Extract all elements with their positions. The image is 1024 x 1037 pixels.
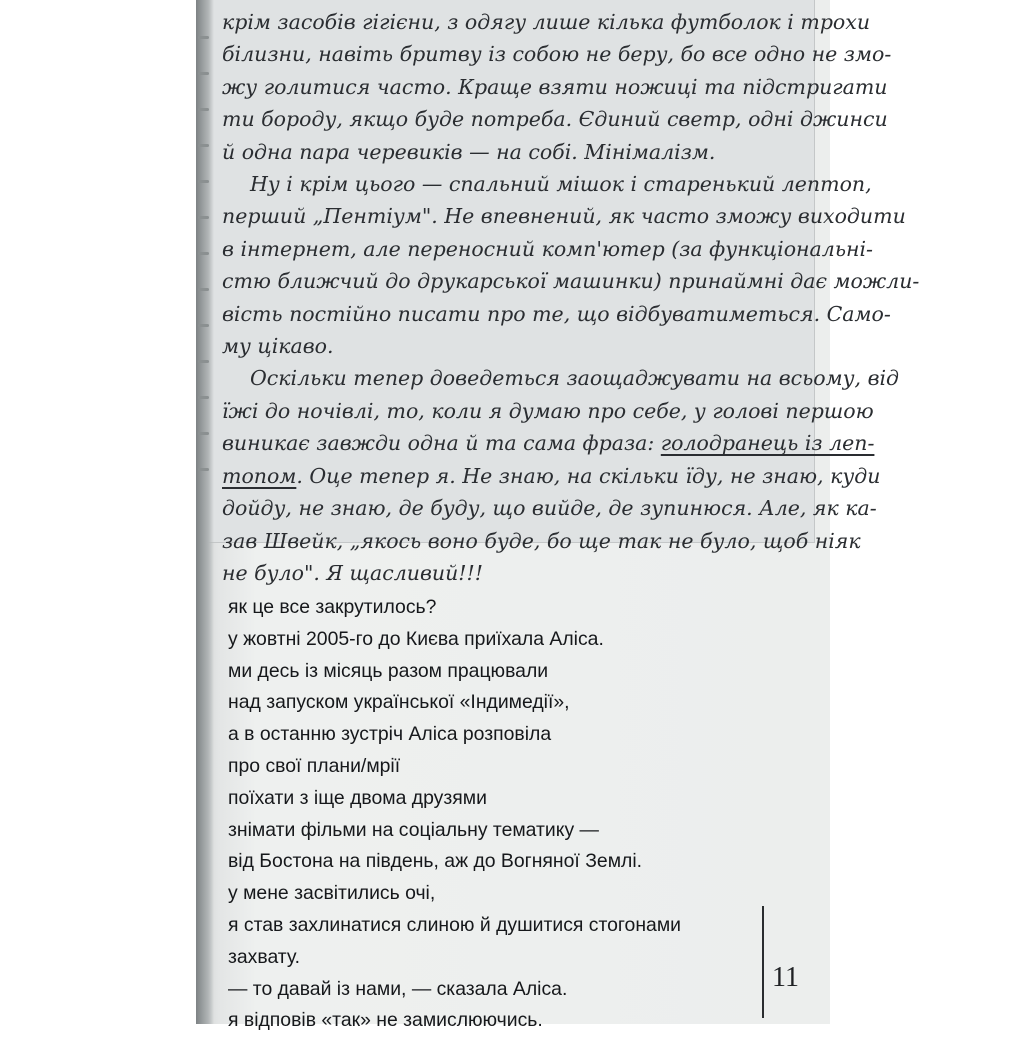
poem-line: я відповів «так» не замислюючись.	[228, 1009, 543, 1032]
poem-line: знімати фільми на соціальну тематику —	[228, 818, 599, 841]
note-line: їжі до ночівлі, то, коли я думаю про себе, у голові першою	[222, 398, 874, 423]
binding-ring	[198, 108, 209, 111]
note-line: му цікаво.	[222, 334, 334, 359]
note-line: ти бороду, якщо буде потреба. Єдиний светр, одні джинси	[222, 107, 888, 132]
poem-line: у жовтні 2005-го до Києва приїхала Аліса.	[228, 627, 604, 650]
binding-ring	[198, 216, 209, 219]
note-line: дойду, не знаю, де буду, що вийде, де зупинюся. Але, як ка-	[222, 496, 877, 521]
note-line: не було". Я щасливий!!!	[222, 560, 484, 585]
poem-line: поїхати з іще двома друзями	[228, 786, 487, 809]
note-line: вість постійно писати про те, що відбуватиметься. Само-	[222, 301, 891, 326]
poem-line: від Бостона на південь, аж до Вогняної Землі.	[228, 850, 643, 873]
binding-ring	[198, 324, 209, 327]
note-line: білизни, навіть бритву із собою не беру, бо все одно не змо-	[222, 42, 892, 67]
note-line: в інтернет, але переносний комп'ютер (за функціональні-	[222, 236, 873, 261]
notebook-binding-rings	[196, 10, 210, 510]
note-line-text: . Оце тепер я. Не знаю, на скільки їду, не знаю, куди	[296, 463, 881, 488]
poem-line: я став захлинатися слиною й душитися стогонами	[228, 913, 681, 936]
note-line: зав Швейк, „якось воно буде, бо ще так не було, щоб ніяк	[222, 528, 861, 553]
page-number-rule	[762, 906, 764, 1018]
note-line	[222, 427, 875, 459]
binding-ring	[198, 288, 209, 291]
underlined-phrase: топом	[222, 463, 297, 488]
note-line: жу голитися часто. Краще взяти ножиці та підстригати	[222, 74, 888, 99]
binding-ring	[198, 144, 209, 147]
poem-line: ми десь із місяць разом працювали	[228, 659, 549, 682]
poem-line: у мене засвітились очі,	[228, 882, 436, 905]
poem-line: — то давай із нами, — сказала Аліса.	[228, 977, 568, 1000]
poem-text	[228, 592, 768, 1037]
note-line: перший „Пентіум". Не впевнений, як часто зможу виходити	[222, 204, 906, 229]
note-line: крім засобів гігієни, з одягу лише кілька футболок і трохи	[222, 10, 871, 34]
note-line: й одна пара черевиків — на собі. Мінімалізм.	[222, 139, 716, 164]
binding-ring	[198, 36, 209, 39]
binding-ring	[198, 252, 209, 255]
binding-ring	[198, 72, 209, 75]
binding-ring	[198, 360, 209, 363]
note-line: стю ближчий до друкарської машинки) принаймні дає можли-	[222, 269, 920, 294]
poem-line: захвату.	[228, 945, 301, 968]
page-number: 11	[772, 962, 799, 993]
note-line: Оскільки тепер доведеться заощаджувати на всьому, від	[250, 366, 900, 391]
poem-line: над запуском української «Індимедії»,	[228, 691, 570, 714]
note-line	[222, 460, 881, 492]
poem-line: про свої плани/мрії	[228, 754, 401, 777]
binding-ring	[198, 468, 209, 471]
note-line-text: виникає завжди одна й та сама фраза:	[222, 431, 655, 456]
binding-ring	[198, 432, 209, 435]
binding-ring	[198, 180, 209, 183]
poem-line: а в останню зустріч Аліса розповіла	[228, 723, 552, 746]
underlined-phrase: голодранець із леп-	[660, 431, 875, 456]
binding-ring	[198, 396, 209, 399]
note-line: Ну і крім цього — спальний мішок і старенький лептоп,	[250, 172, 872, 197]
poem-line: як це все закрутилось?	[228, 596, 437, 618]
handwritten-text	[222, 6, 920, 589]
